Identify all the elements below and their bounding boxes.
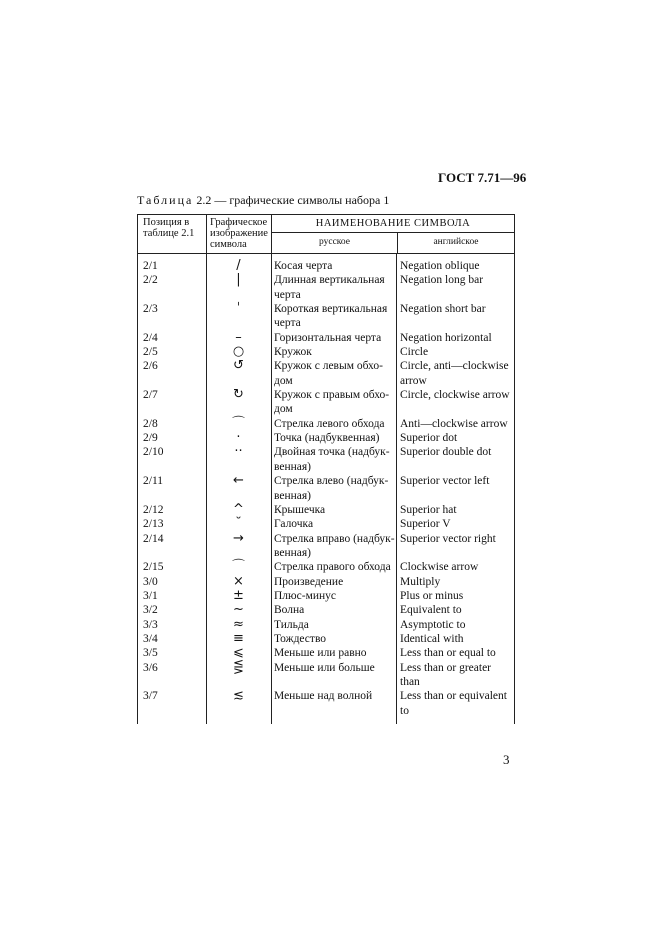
table-row [138,388,514,417]
symbol-glyph: ^ [233,501,244,517]
symbol-glyph: · [236,430,241,446]
table-row [138,345,514,359]
position-cell: 3/6 [143,661,158,674]
position-cell: 2/2 [143,274,158,287]
symbol-glyph: ~ [233,602,244,618]
table-row [138,417,514,431]
english-name-cell: Superior vector right [400,532,496,545]
position-cell: 2/1 [143,260,158,272]
header-graphic: Графическое изображение символа [206,215,271,253]
table-row [138,445,514,474]
symbol-glyph: ˘ [235,516,242,532]
table-row [138,331,514,345]
table-row [138,589,514,603]
position-cell: 2/14 [143,532,164,545]
english-name-cell: Superior vector left [400,475,490,488]
position-cell: 2/4 [143,331,158,344]
english-name-cell: Negation horizontal [400,331,492,344]
symbol-glyph: ≲ [233,688,244,704]
position-cell: 3/5 [143,647,158,660]
english-name-cell: Equivalent to [400,604,462,617]
table-row [138,661,514,690]
position-cell: 2/10 [143,446,164,459]
position-cell: 3/3 [143,618,158,631]
header-name: НАИМЕНОВАНИЕ СИМВОЛА [315,218,471,229]
english-name-cell: Superior dot [400,432,458,445]
table-row [138,632,514,646]
russian-name-cell: Плюс-минус [274,589,337,602]
table-row [138,618,514,632]
russian-name-cell: Тильда [274,618,309,631]
symbols-table [137,214,515,724]
english-name-cell: Superior V [400,518,451,531]
symbol-glyph: ○ [232,344,245,360]
russian-name-cell: Стрелка левого обхода [274,417,385,430]
russian-name-cell: Стрелка влево (надбук- венная) [274,475,389,502]
english-name-cell: Multiply [400,575,441,588]
position-cell: 3/1 [143,589,158,602]
symbol-glyph: ± [233,587,244,603]
symbol-glyph: ↻ [233,387,244,403]
english-name-cell: Circle, clockwise arrow [400,389,510,402]
russian-name-cell: Кружок с правым обхо- дом [274,389,390,416]
russian-name-cell: Горизонтальная черта [274,331,382,344]
english-name-cell: Less than or equal to [400,647,496,660]
english-name-cell: Negation short bar [400,303,486,316]
english-name-cell: Plus or minus [400,589,464,602]
russian-name-cell: Стрелка вправо (надбук- венная) [274,532,395,559]
symbol-glyph: – [235,329,242,345]
position-cell: 2/6 [143,360,158,373]
symbol-glyph: ← [233,473,244,489]
table-row [138,503,514,517]
table-row [138,560,514,574]
caption-text: 2.2 — графические символы набора 1 [193,193,390,207]
symbol-glyph: × [233,573,244,589]
position-cell: 3/0 [143,575,158,588]
table-row [138,603,514,617]
russian-name-cell: Галочка [274,518,314,531]
position-cell: 2/13 [143,518,164,531]
english-name-cell: Asymptotic to [400,618,466,631]
russian-name-cell: Двойная точка (надбук- венная) [274,446,390,473]
russian-name-cell: Стрелка правого обхода [274,561,391,574]
russian-name-cell: Волна [274,604,305,617]
position-cell: 3/2 [143,604,158,617]
russian-name-cell: Меньше над волной [274,690,373,703]
english-name-cell: Less than or equivalent to [400,690,507,717]
symbol-glyph: ⋚ [233,659,244,675]
symbol-glyph: / [236,258,241,273]
russian-name-cell: Косая черта [274,260,333,272]
position-cell: 2/12 [143,503,164,516]
english-name-cell: Less than or greater than [400,661,492,688]
standard-code: ГОСТ 7.71—96 [438,170,527,185]
table-row [138,646,514,660]
position-cell: 2/9 [143,432,158,445]
symbol-glyph: ⌒ [231,415,245,431]
table-row [138,517,514,531]
table-caption [137,193,389,208]
russian-name-cell: Меньше или больше [274,661,375,674]
symbol-glyph: → [233,530,244,546]
english-name-cell: Circle [400,346,429,359]
table-row [138,359,514,388]
table-row [138,575,514,589]
symbol-glyph: ↺ [233,358,244,374]
table-body [138,254,514,724]
russian-name-cell: Короткая вертикальная черта [274,303,388,330]
english-name-cell: Negation long bar [400,274,484,287]
position-cell: 2/5 [143,346,158,359]
table-row [138,259,514,273]
table-header [138,214,514,254]
position-cell: 2/15 [143,561,164,574]
table-row [138,474,514,503]
russian-name-cell: Точка (надбуквенная) [274,432,380,445]
english-name-cell: Circle, anti—clockwise arrow [400,360,509,387]
position-cell: 3/4 [143,632,158,645]
header-russian: русское [318,237,351,247]
symbol-glyph: ⌒ [231,559,245,575]
english-name-cell: Superior double dot [400,446,492,459]
russian-name-cell: Крышечка [274,503,326,516]
russian-name-cell: Длинная вертикальная черта [274,274,385,301]
table-row [138,689,514,718]
page-number: 3 [503,752,510,767]
english-name-cell: Clockwise arrow [400,561,479,574]
header-name-group [271,215,514,253]
position-cell: 3/7 [143,690,158,703]
header-position: Позиция в таблице 2.1 [143,217,195,239]
english-name-cell: Superior hat [400,503,457,516]
position-cell: 2/11 [143,475,164,488]
position-cell: 2/3 [143,303,158,316]
english-name-cell: Identical with [400,632,464,645]
position-cell: 2/8 [143,417,158,430]
russian-name-cell: Меньше или равно [274,647,367,660]
russian-name-cell: Тождество [274,632,327,645]
symbol-glyph: | [236,272,241,288]
russian-name-cell: Кружок с левым обхо- дом [274,360,383,387]
table-row [138,273,514,302]
english-name-cell: Negation oblique [400,260,480,272]
table-row [138,532,514,561]
english-name-cell: Anti—clockwise arrow [400,417,508,430]
symbol-glyph: ·· [234,444,243,460]
table-row [138,431,514,445]
header-english: английское [397,233,514,253]
table-row [138,302,514,331]
russian-name-cell: Произведение [274,575,344,588]
symbol-glyph: ≈ [233,616,244,632]
symbol-glyph: ⩽ [233,645,244,661]
russian-name-cell: Кружок [274,346,312,359]
caption-label: Таблица [137,193,194,207]
position-cell: 2/7 [143,389,158,402]
symbol-glyph: ˈ [236,301,241,317]
symbol-glyph: ≡ [233,630,244,646]
